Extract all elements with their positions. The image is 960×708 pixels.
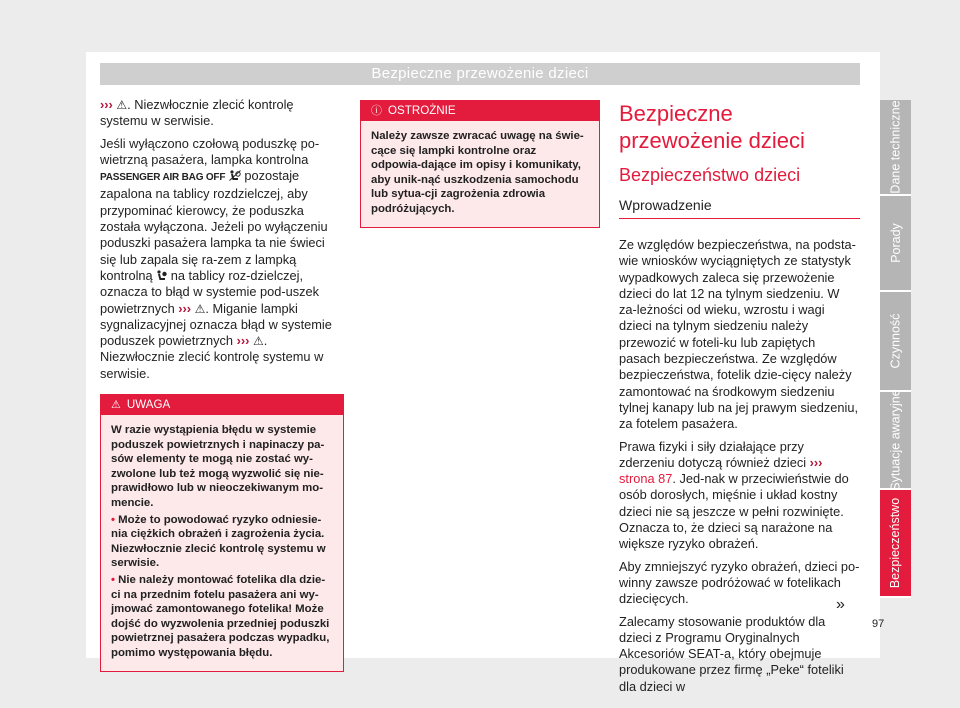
tab-sytuacje-awaryjne[interactable] — [880, 389, 911, 491]
paragraph: Zalecamy stosowanie produktów dla dzieci z Programu Oryginalnych Akcesoriów SEAT-a, który obejmuje produkowane przez firmę „Peke“ foteliki dla dzieci w — [619, 613, 844, 694]
caution-text: Należy zawsze zwracać uwagę na świe-cące się lampki kontrolne oraz odpowia-dające im opisy i komunikaty, aby unik-nąć uszkodzenia samochodu lub sytua-cji zagrożenia zdrowia podróżujących. — [371, 130, 584, 215]
tab-label: Czynność — [888, 313, 903, 369]
warning-triangle-icon: ⚠ — [252, 334, 264, 349]
tab-label: Dane techniczne — [888, 100, 903, 194]
paragraph — [619, 439, 860, 553]
passenger-airbag-off-indicator: PASSENGER AIR BAG OFF — [100, 172, 226, 184]
subsection-title: Bezpieczeństwo dzieci — [619, 165, 801, 185]
warning-box-body — [101, 415, 343, 671]
middle-column — [360, 100, 600, 228]
cross-ref-arrows[interactable]: ››› — [809, 454, 823, 470]
tab-dane-techniczne[interactable] — [880, 100, 911, 196]
paragraph-text: na tablicy roz-dzielczej, oznacza to błąd w systemie pod-uszek powietrznych — [100, 267, 320, 316]
paragraph-text: Jeśli wyłączono czołową poduszkę po-wietrzną pasażera, lampka kontrolna — [100, 135, 320, 167]
warning-triangle-icon: ⚠ — [116, 98, 128, 112]
page-header: Bezpieczne przewożenie dzieci — [100, 63, 860, 85]
warning-box-title: UWAGA — [126, 398, 171, 412]
tab-porady[interactable] — [880, 196, 911, 292]
page-reference-link[interactable]: strona 87 — [619, 471, 673, 487]
uwaga-warning-box — [100, 394, 344, 672]
tab-czynnosc[interactable] — [880, 292, 911, 392]
paragraph: Aby zmniejszyć ryzyko obrażeń, dzieci po-winny zawsze podróżować w fotelikach dziecięcych. — [619, 558, 860, 607]
info-circle-icon: ⓘ — [371, 105, 382, 117]
bullet-icon: • — [111, 573, 119, 586]
tab-label: Sytuacje awaryjne — [888, 389, 903, 491]
warning-triangle-icon: ⚠ — [194, 301, 206, 316]
bullet-icon: • — [111, 513, 119, 526]
section-title: Bezpieczne przewożenie dzieci — [619, 101, 805, 153]
tab-label: Bezpieczeństwo — [888, 497, 903, 589]
paragraph: Ze względów bezpieczeństwa, na podsta-wie wniosków wyciągniętych ze statystyk wypadkowych zaleca się przewożenie dzieci do lat 12 na tylnym siedzeniu. W za-leżności od wieku, wzrostu i wagi dzieci na tylnym siedzeniu należy przewozić w foteli-ku lub zapiętych pasach bezpieczeństwa. Ze względów bezpieczeństwa, fotelik dzie-cięcy należy zamontować na środkowym siedzeniu tylnej kanapy lub na jej prawym siedzeniu, za fotelem pasażera. — [619, 237, 859, 432]
caution-box-body — [361, 121, 599, 227]
warning-bullet — [111, 513, 333, 571]
cross-ref-arrows[interactable]: ››› — [100, 97, 113, 112]
topic-heading: Wprowadzenie — [619, 196, 860, 219]
warning-triangle-icon: ⚠ — [111, 399, 121, 412]
airbag-warning-icon — [156, 270, 167, 281]
left-column — [100, 97, 344, 672]
paragraph — [100, 97, 344, 130]
right-column — [619, 100, 860, 701]
airbag-off-icon — [229, 170, 241, 181]
paragraph-text: . Niezwłocznie zlecić kontrolę systemu w serwisie. — [100, 97, 294, 129]
tab-bezpieczenstwo[interactable] — [880, 490, 911, 598]
continue-arrow-icon: » — [836, 596, 845, 613]
paragraph-text: . Niezwłocznie zlecić kontrolę systemu w serwisie. — [100, 333, 324, 381]
warning-bullet — [111, 573, 333, 661]
paragraph-text: pozostaje zapalona na tablicy rozdzielczej, aby przypominać kierowcy, że poduszka została wyłączona. Jeżeli po wyłączeniu poduszki pasażera lampka ta nie świeci się lub zapala się ra-zem z lampką kontrolną — [100, 168, 328, 283]
page-number: 97 — [872, 618, 885, 630]
paragraph — [100, 136, 344, 382]
caution-box-header — [361, 101, 599, 121]
chapter-tabs — [880, 100, 911, 598]
ostroznie-caution-box — [360, 100, 600, 228]
warning-box-header — [101, 395, 343, 415]
cross-ref-arrows[interactable]: ››› — [236, 333, 250, 349]
paragraph-text: . Miganie lampki sygnalizacyjnej oznacza błąd w systemie poduszek powietrznych — [100, 300, 332, 349]
tab-label: Porady — [888, 223, 903, 263]
caution-box-title: OSTROŻNIE — [388, 104, 456, 117]
bullet-text: Może to powodować ryzyko odniesie-nia ciężkich obrażeń i zagrożenia życia. Niezwłocznie zlecić kontrolę systemu w serwisie. — [111, 513, 326, 570]
paragraph-text: . Jed-nak w przeciwieństwie do osób dorosłych, mięśnie i układ kostny dzieci nie są jeszcze w pełni rozwinięte. Oznacza to, że dzieci są narażone na większe ryzyko obrażeń. — [619, 471, 849, 552]
cross-ref-arrows[interactable]: ››› — [178, 300, 192, 316]
warning-intro: W razie wystąpienia błędu w systemie poduszek powietrznych i napinaczy pa-sów elementy te mogą nie zostać wy-zwolone lub też mogą wyzwolić się nie-prawidłowo lub w nieoczekiwanym mo-mencie. — [111, 424, 325, 510]
paragraph-text: Prawa fizyki i siły działające przy zderzeniu dotyczą również dzieci — [619, 438, 810, 470]
bullet-text: Nie należy montować fotelika dla dzie-ci na przednim fotelu pasażera ani wy-jmować zamontowanego fotelika! Może dojść do wyzwolenia przedniej poduszki powietrznej pasażera podczas wypadku, pomimo występowania błędu. — [111, 573, 330, 659]
